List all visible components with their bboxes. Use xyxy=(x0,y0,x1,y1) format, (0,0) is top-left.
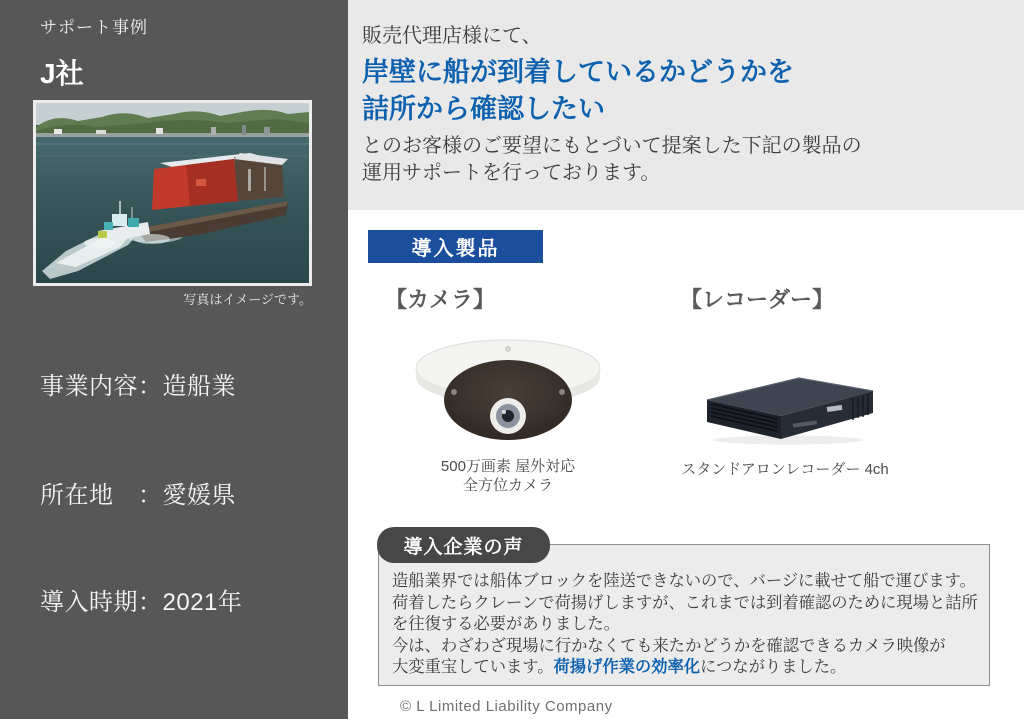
business-line: 事業内容：造船業 xyxy=(40,373,236,400)
intro-line: 販売代理店様にて、 xyxy=(362,25,542,47)
fisheye-camera-image xyxy=(406,328,610,456)
company-name: J社 xyxy=(40,58,84,89)
camera-title: 【カメラ】 xyxy=(385,287,496,312)
testimonial-line: 造船業界では船体ブロックを陸送できないので、バージに載せて船で運びます。 xyxy=(392,572,976,590)
intro-line: とのお客様のご要望にもとづいて提案した下記の製品の xyxy=(362,135,862,157)
testimonial-line xyxy=(392,657,981,679)
sidebar xyxy=(0,0,348,719)
testimonial-line: 今は、わざわざ現場に行かなくても来たかどうかを確認できるカメラ映像が xyxy=(392,636,946,655)
copyright-notice: © L Limited Liability Company xyxy=(400,698,613,715)
testimonial-highlight: 荷揚げ作業の効率化 xyxy=(553,658,701,677)
location-line: 所在地 ：愛媛県 xyxy=(40,482,236,509)
case-label: サポート事例 xyxy=(40,18,148,37)
voice-heading-badge: 導入企業の声 xyxy=(377,527,550,563)
testimonial-line5-pre: 大変重宝しています。 xyxy=(392,658,554,677)
intro-line: 運用サポートを行っております。 xyxy=(362,162,661,184)
product-camera xyxy=(376,283,640,510)
camera-caption-line2: 全方位カメラ xyxy=(462,477,553,494)
products-heading-badge: 導入製品 xyxy=(368,230,543,263)
request-headline-2: 詰所から確認したい xyxy=(362,94,605,124)
request-headline-1: 岸壁に船が到着しているかどうかを xyxy=(362,57,794,87)
ship-photo xyxy=(33,100,312,286)
photo-disclaimer: 写真はイメージです。 xyxy=(183,292,312,307)
recorder-caption: スタンドアロンレコーダー 4ch xyxy=(681,461,889,478)
recorder-art xyxy=(693,366,877,446)
customer-request-panel xyxy=(348,0,1024,210)
camera-caption-line1: 500万画素 屋外対応 xyxy=(440,458,576,475)
testimonial-line: 荷着したらクレーンで荷揚げしますが、これまでは到着確認のために現場と詰所 xyxy=(392,593,978,612)
ship-photo-art xyxy=(36,103,309,283)
camera-caption xyxy=(376,457,640,495)
install-date-line: 導入時期：2021年 xyxy=(40,589,243,616)
product-recorder xyxy=(678,283,892,494)
testimonial-box xyxy=(378,544,990,686)
main-content xyxy=(348,0,1024,724)
recorder-title: 【レコーダー】 xyxy=(680,287,835,312)
fisheye-camera-art xyxy=(406,328,610,456)
testimonial-line5-post: につながりました。 xyxy=(700,658,847,677)
recorder-image xyxy=(693,366,877,446)
testimonial-line: を往復する必要がありました。 xyxy=(392,615,620,634)
